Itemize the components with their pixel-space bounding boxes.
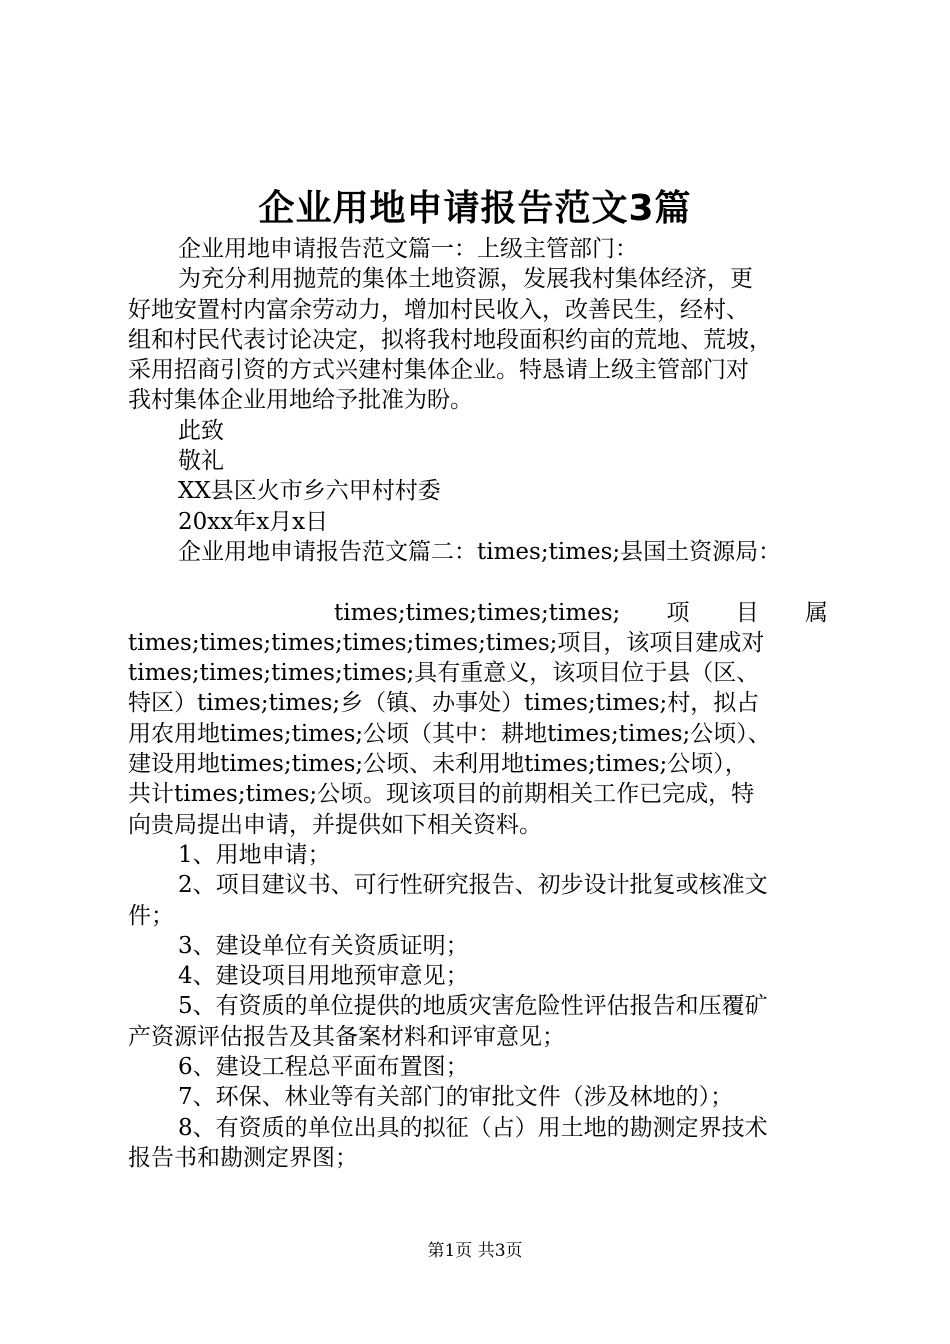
blank-line (128, 567, 828, 597)
page-footer: 第1页 共3页 (427, 1241, 523, 1261)
text-fragment: 项 (666, 599, 690, 626)
text-line: 用农用地times;times;公顷（其中：耕地times;times;公顷）、 (128, 720, 771, 747)
text-line: 为充分利用抛荒的集体土地资源，发展我村集体经济，更 (178, 266, 753, 293)
list-item: 6、建设工程总平面布置图； (178, 1054, 469, 1081)
list-item-continuation: 件； (128, 902, 174, 929)
text-line: 好地安置村内富余劳动力，增加村民收入，改善民生，经村、 (128, 296, 749, 323)
text-fragment: 目 (735, 599, 759, 626)
text-line: 我村集体企业用地给予批准为盼。 (128, 387, 473, 414)
text-line: 采用招商引资的方式兴建村集体企业。特恳请上级主管部门对 (128, 357, 749, 384)
text-line: 特区）times;times;乡（镇、办事处）times;times;村，拟占 (128, 690, 760, 717)
text-line: 20xx年x月x日 (178, 508, 329, 535)
document-body (128, 234, 828, 1173)
list-item: 5、有资质的单位提供的地质灾害危险性评估报告和压覆矿 (178, 993, 768, 1020)
document-title: 企业用地申请报告范文3篇 (258, 188, 692, 229)
text-fragment: times;times;times;times; (334, 599, 621, 626)
list-item-continuation: 产资源评估报告及其备案材料和评审意见； (128, 1023, 565, 1050)
list-item: 7、环保、林业等有关部门的审批文件（涉及林地的）； (178, 1084, 734, 1111)
list-item: 2、项目建议书、可行性研究报告、初步设计批复或核准文 (178, 872, 768, 899)
text-line: 向贵局提出申请，并提供如下相关资料。 (128, 811, 542, 838)
text-line: 组和村民代表讨论决定，拟将我村地段面积约亩的荒地、荒坡， (128, 326, 772, 353)
text-line: 此致 (178, 417, 224, 444)
text-line: 建设用地times;times;公顷、未利用地times;times;公顷）， (128, 751, 748, 778)
text-line: 共计times;times;公顷。现该项目的前期相关工作已完成，特 (128, 781, 755, 808)
list-item-continuation: 报告书和勘测定界图； (128, 1144, 358, 1171)
list-item: 8、有资质的单位出具的拟征（占）用土地的勘测定界技术 (178, 1114, 768, 1141)
list-item: 4、建设项目用地预审意见； (178, 963, 469, 990)
list-item: 3、建设单位有关资质证明； (178, 932, 469, 959)
text-line-spread (128, 598, 828, 628)
text-fragment: 属 (805, 599, 828, 626)
text-line: times;times;times;times;具有重意义，该项目位于县（区、 (128, 660, 760, 687)
text-line: XX县区火市乡六甲村村委 (178, 478, 441, 505)
list-item: 1、用地申请； (178, 841, 331, 868)
text-line: times;times;times;times;times;times;项目，该项目建成对 (128, 629, 765, 656)
text-line: 敬礼 (178, 448, 224, 475)
text-line: 企业用地申请报告范文篇二：times;times;县国土资源局： (178, 538, 782, 565)
text-line: 企业用地申请报告范文篇一：上级主管部门： (178, 236, 638, 262)
